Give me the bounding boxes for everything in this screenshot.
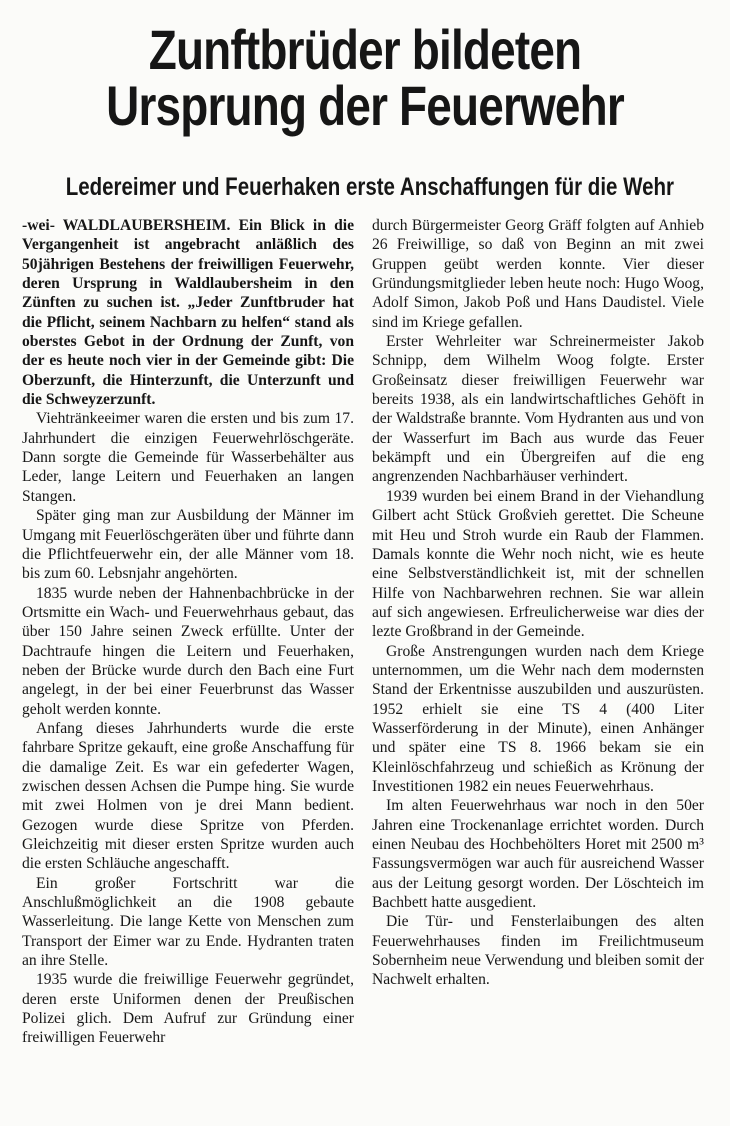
article-paragraph: 1835 wurde neben der Hahnenbachbrücke in der Ortsmitte ein Wach- und Feuerwehrhaus gebaut, das über 150 Jahre seinen Zweck erfüllte. Unter der Dachtraufe hingen die Leitern und Feuerhaken, neben der Brücke wurde durch den Bach eine Furt angelegt, in der bei einer Feuerbrunst das Wasser geholt werden konnte. <box>22 584 354 718</box>
article-paragraph: Im alten Feuerwehrhaus war noch in den 50er Jahren eine Trockenanlage errichtet worden. Durch einen Neubau des Hochbehölters Horet mit 2500 m³ Fassungsvermögen war auch für ausreichend Wasser aus der Leitung gesorgt worden. Der Löschteich im Bachbett hatte ausgedient. <box>372 797 704 912</box>
article-column-left <box>22 216 354 1048</box>
article-paragraph: Die Tür- und Fensterlaibungen des alten Feuerwehrhauses finden im Freilichtmuseum Sobernheim neue Verwendung und bleiben somit der Nachwelt erhalten. <box>372 913 704 989</box>
article-paragraph: Anfang dieses Jahrhunderts wurde die erste fahrbare Spritze gekauft, eine große Anschaffung für die damalige Zeit. Es war ein gefederter Wagen, zwischen dessen Achsen die Pumpe hing. Sie wurde mit zwei Holmen von je drei Mann bedient. Gezogen wurde diese Spritze von Pferden. Gleichzeitig mit dieser ersten Spritze wurden auch die ersten Schläuche angeschafft. <box>22 719 354 873</box>
subheadline: Ledereimer und Feuerhaken erste Anschaffungen für die Wehr <box>65 173 675 201</box>
headline <box>66 18 665 137</box>
article-paragraph: Später ging man zur Ausbildung der Männer im Umgang mit Feuerlöschgeräten über und führte dann die Pflichtfeuerwehr ein, der alle Männer vom 18. bis zum 60. Lebsnjahr angehörten. <box>22 507 354 583</box>
article-paragraph: Viehtränkeeimer waren die ersten und bis zum 17. Jahrhundert die einzigen Feuerwehrlöschgeräte. Dann sorgte die Gemeinde für Wasserbehälter aus Leder, lange Leitern und Feuerhaken an langen Stangen. <box>22 410 354 505</box>
article-paragraph: Große Anstrengungen wurden nach dem Kriege unternommen, um die Wehr nach dem modernsten Stand der Erkentnisse auszubilden und auszurüsten. 1952 erhielt sie eine TS 4 (400 Liter Wasserförderung in der Minute), einen Anhänger und später eine TS 8. 1966 bekam sie ein Kleinlöschfahrzeug und schießich as Krönung der Investitionen 1982 ein neues Feuerwehrhaus. <box>372 642 704 795</box>
headline-line-1: Zunftbrüder bildeten <box>148 18 582 81</box>
article-paragraph: Ein großer Fortschritt war die Anschlußmöglichkeit an die 1908 gebaute Wasserleitung. Die lange Kette von Menschen zum Transport der Eimer war zu Ende. Hydranten traten an ihre Stelle. <box>22 874 354 970</box>
article-paragraph: 1935 wurde die freiwillige Feuerwehr gegründet, deren erste Uniformen denen der Preußischen Polizei glich. Dem Aufruf zur Gründung einer freiwilligen Feuerwehr <box>22 971 354 1047</box>
article-paragraph: 1939 wurden bei einem Brand in der Viehandlung Gilbert acht Stück Großvieh gerettet. Die Scheune mit Heu und Stroh wurde ein Raub der Flammen. Damals konnte die Wehr noch nicht, wie es heute eine Selbstverständlichkeit ist, mit der schnellen Hilfe von Nachbarwehren rechnen. Sie war allein auf sich angewiesen. Erfreulicherweise war dies der lezte Großbrand in der Gemeinde. <box>372 487 704 641</box>
article-column-right <box>372 216 704 990</box>
article-paragraph: -wei- WALDLAUBERSHEIM. Ein Blick in die Vergangenheit ist angebracht anläßlich des 50jährigen Bestehens der freiwilligen Feuerwehr, deren Ursprung in Waldlaubersheim in den Zünften zu suchen ist. „Jeder Zunftbruder hat die Pflicht, seinem Nachbarn zu helfen“ stand als oberstes Gebot in der Ordnung der Zunft, von der es heute noch vier in der Gemeinde gibt: Die Oberzunft, die Hinterzunft, die Unterzunft und die Schweyzerzunft. <box>22 217 354 409</box>
headline-line-2: Ursprung der Feuerwehr <box>106 74 624 137</box>
article-paragraph: durch Bürgermeister Georg Gräff folgten auf Anhieb 26 Freiwillige, so daß von Beginn an mit zwei Gruppen geübt werden konnte. Vier dieser Gründungsmitglieder leben heute noch: Hugo Woog, Adolf Simon, Jakob Poß und Hans Daudistel. Viele sind im Kriege gefallen. <box>372 217 704 331</box>
article-paragraph: Erster Wehrleiter war Schreinermeister Jakob Schnipp, dem Wilhelm Woog folgte. Erster Großeinsatz dieser freiwilligen Feuerwehr war bereits 1938, als ein landwirtschaftliches Gehöft in der Waldstraße brannte. Vom Hydranten aus und von der Wasserfurt im Bach aus wurde das Feuer bekämpft und ein Übergreifen auf die eng angrenzenden Nachbarhäuser verhindert. <box>372 333 704 486</box>
